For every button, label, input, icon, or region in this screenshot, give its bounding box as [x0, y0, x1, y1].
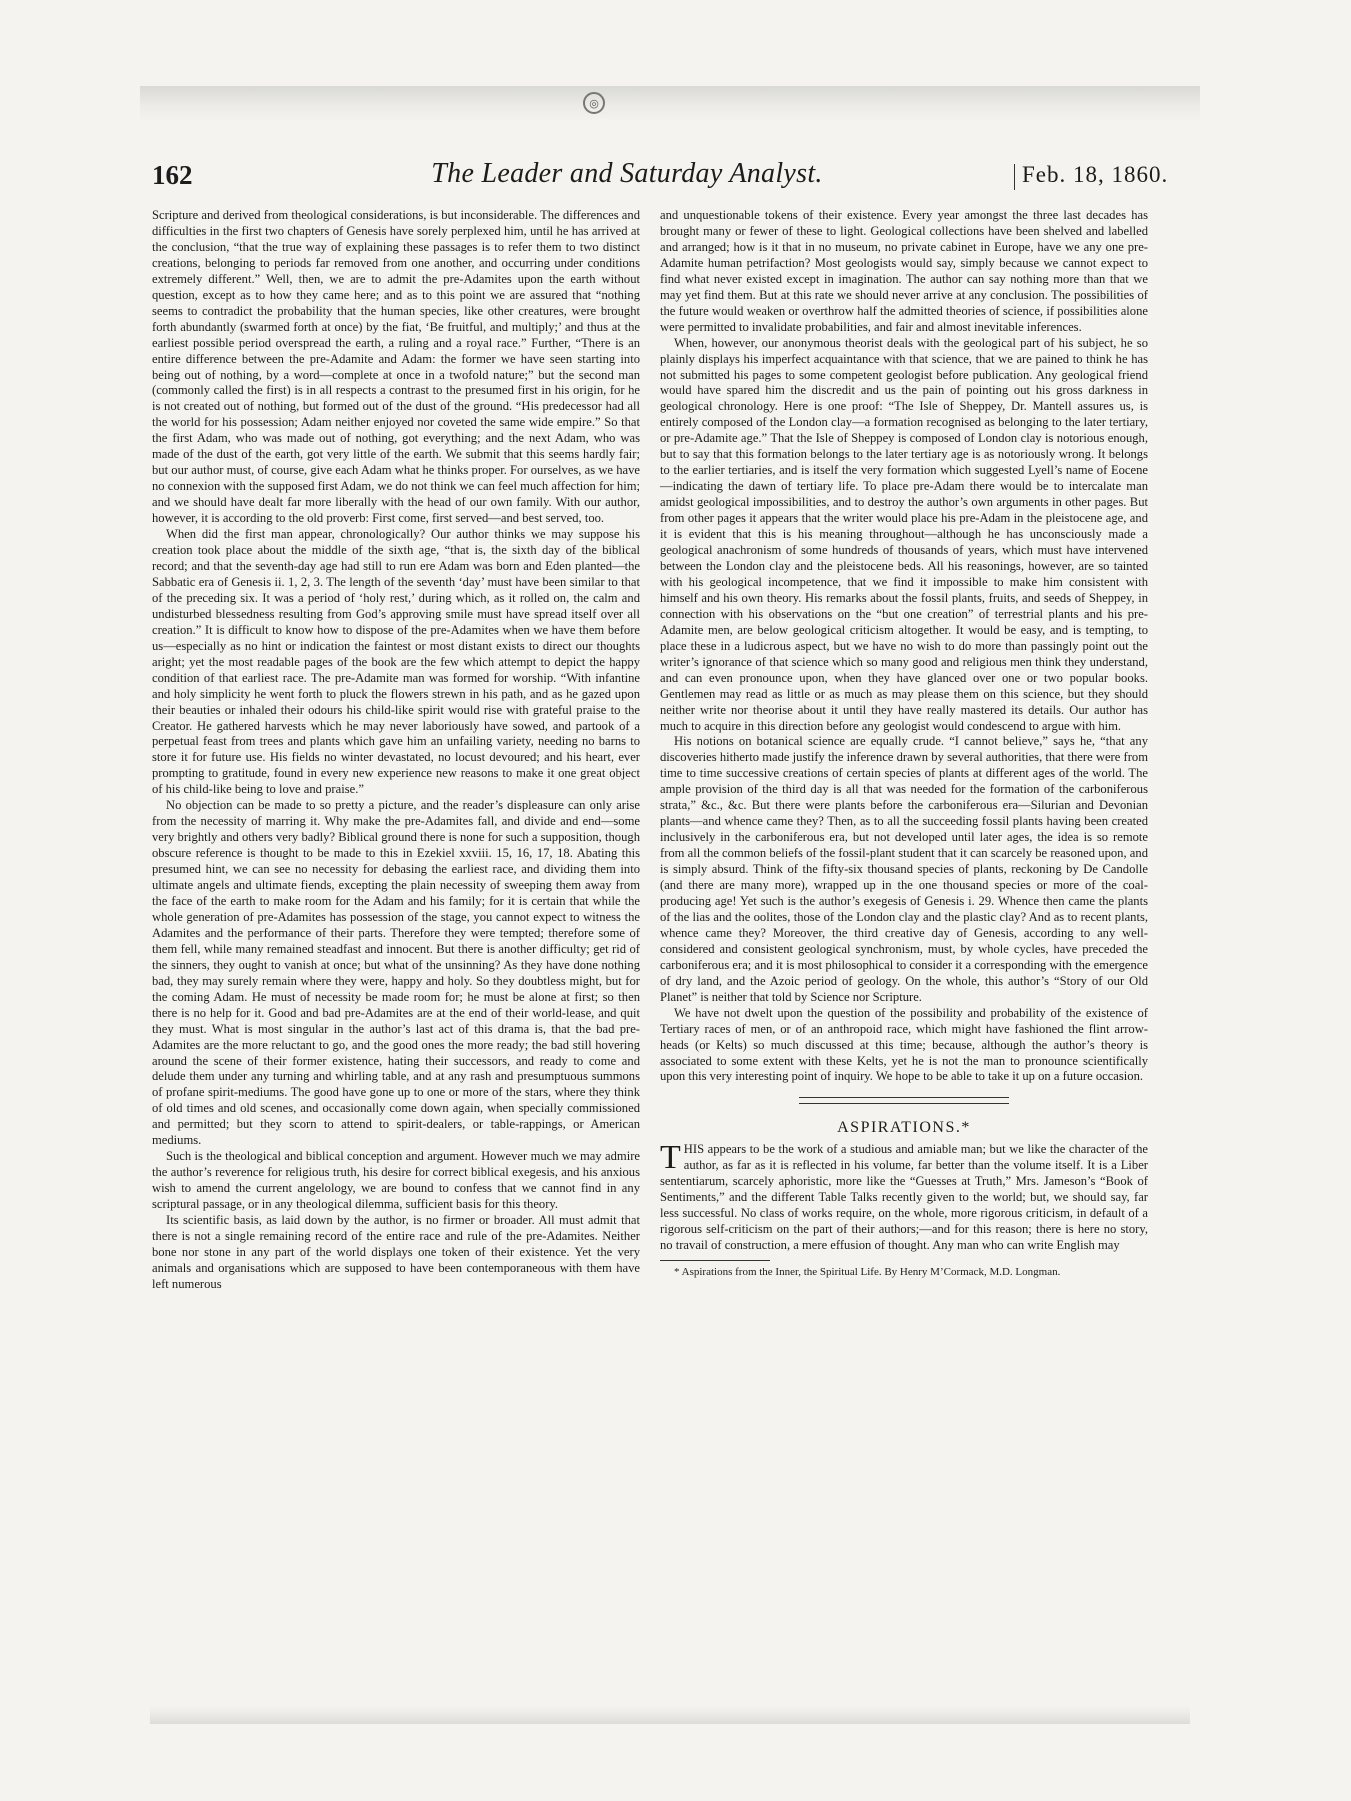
paragraph: When did the first man appear, chronologically? Our author thinks we may suppose his creation took place about the middle of the sixth age, “that is, the sixth day of the biblical record; and that the seventh-day age had still to run ere Adam was born and Eden planted—the Sabbatic era of Genesis ii. 1, 2, 3. The length of the seventh ‘day’ must have been similar to that of the preceding six. It was a period of ‘holy rest,’ during which, as it rolled on, the calm and undisturbed blessedness resulting from God’s approving smile must have spread itself over all creation.” It is difficult to know how to dispose of the pre-Adamites when we have them before us—especially as no hint or indication the faintest or most distant exists to direct our thoughts aright; yet the most readable pages of the book are the few which attempt to depict the happy condition of that earliest race. The pre-Adamite man was formed for worship. “With infantine and holy simplicity he went forth to pluck the flowers strewn in his path, and as he gazed upon their beauties or inhaled their odours his child-like spirit would rise with grateful praise to the Creator. He gathered harvests which he may never laboriously have sowed, and partook of a perpetual feast from trees and plants which gave him an unfailing variety, needing no barns to store it for future use. His fields no winter devastated, no locust devoured; and his heart, ever prompting to gratitude, found in every new experience new reasons to make it one great object of his child-like being to love and praise.” [152, 527, 640, 797]
paragraph: Its scientific basis, as laid down by the author, is no firmer or broader. All must admit that there is not a single remaining record of the entire race and rule of the pre-Adamites. Neither bone nor stone in any part of the world displays one token of their existence. Yet the very animals and organisations which are supposed to have been contemporaneous with them have left numerous [152, 1213, 640, 1291]
page-number: 162 [152, 160, 193, 190]
running-title: The Leader and Saturday Analyst. [431, 158, 823, 189]
library-stamp-icon: ◎ [583, 92, 605, 114]
footnote-divider [660, 1260, 770, 1261]
paragraph: and unquestionable tokens of their existence. Every year amongst the three last decades has brought many or fewer of these to light. Geological collections have been shelved and labelled and arranged; how is it that in no museum, no private cabinet in Europe, have we any one pre-Adamite human petrifaction? Most geologists would say, simply because we cannot expect to find what never existed except in imagination. The author can say nothing more than that we may yet find them. But at this rate we should never arrive at any conclusion. The possibilities of the future would weaken or overthrow half the admitted theories of science, if possibilities alone were permitted to invalidate probabilities, and fair and almost inevitable inferences. [660, 208, 1148, 334]
paragraph: Such is the theological and biblical conception and argument. However much we may admire the author’s reverence for religious truth, his desire for correct biblical exegesis, and his anxious wish to amend the current angelology, we are bound to confess that we cannot find in any scriptural passage, or in any theological dilemma, sufficient basis for this theory. [152, 1149, 640, 1212]
scan-shadow-bottom [150, 1706, 1190, 1724]
section-heading-aspirations: ASPIRATIONS.* [837, 1119, 971, 1137]
scan-shadow-top [140, 86, 1200, 122]
paragraph: We have not dwelt upon the question of the possibility and probability of the existence of Tertiary races of men, or of an anthropoid race, which might have fashioned the flint arrow-heads (or Kelts) so much discussed at this time; because, although the author’s theory is associated to some extent with these Kelts, yet he is not the man to pronounce scientifically upon this very interesting point of inquiry. We hope to be able to take it up on a future occasion. [660, 1005, 1148, 1084]
left-column [152, 208, 640, 1293]
paragraph: No objection can be made to so pretty a picture, and the reader’s displeasure can only arise from the necessity of marring it. Why make the pre-Adamites fall, and divide and end—some very brightly and others very badly? Biblical ground there is none for such a supposition, though obscure reference is thought to be made to this in Ezekiel xxviii. 15, 16, 17, 18. Abating this presumed hint, we can see no necessity for debasing the earliest race, and dividing them into ultimate angels and ultimate fiends, excepting the plain necessity of sweeping them away from the face of the earth to make room for the Adam and his family; for it is certain that while the whole generation of pre-Adamites has possession of the stage, you cannot expect to witness the Adamites and the performance of their parts. Therefore they were tempted; therefore some of them fell, while many remained steadfast and innocent. But there is another difficulty; get rid of the sinners, they ought to vanish at once; but what of the unsinning? As they have done nothing bad, they may surely remain where they were, happy and holy. So they doubtless might, but for the coming Adam. He must of necessity be made room for; he must be alone at first; so then there is no help for it. Good and bad pre-Adamites are at the end of their world-lease, and quit they must. What is most singular in the author’s last act of this drama is, that the bad pre-Adamites are the more reluctant to go, and the good ones the more ready; the bad still hovering around the scene of their former existence, hating their successors, and ready to come and delude them under any turning and whirling table, and at any rash and presumptuous summons of profane spirit-mediums. The good have gone up to one or more of the stars, where they think of old times and old scenes, and occasionally come down again, when specially commissioned and permitted; but they scorn to attend to spirit-dealers, or table-rappings, or American mediums. [152, 798, 640, 1148]
right-column [660, 208, 1148, 1279]
paragraph: His notions on botanical science are equally crude. “I cannot believe,” says he, “that any discoveries hitherto made justify the inference drawn by several authorities, that there were from time to time successive creations of certain species of plants at different ages of the world. The ample provision of the third day is all that was needed for the formation of the carboniferous strata,” &c., &c. But there were plants before the carboniferous era—Silurian and Devonian plants—and whence came they? Then, as to all the succeeding fossil plants having been created inclusively in the carboniferous era, but not developed until later ages, the idea is so remote from all the common beliefs of the fossil-plant student that it can scarcely be reasoned upon, and is simply absurd. Think of the fifty-six thousand species of plants, reckoning by De Candolle (and there are many more), wrapped up in the one thousand species or more of the coal-producing age! Yet such is the author’s exegesis of Genesis i. 29. Whence then came the plants of the lias and the oolites, those of the London clay and the plastic clay? And as to recent plants, whence came they? Moreover, the third creative day of Genesis, according to any well-considered and consistent geological synchronism, must, by whole cycles, have preceded the carboniferous era; and it is most philosophical to consider it a corresponding with the emergence of dry land, and the Azoic period of geology. On the whole, this author’s “Story of our Old Planet” is neither that told by Science nor Scripture. [660, 734, 1148, 1004]
review-paragraph: THIS appears to be the work of a studious and amiable man; but we like the character of the author, as far as it is reflected in his volume, far better than the volume itself. It is a Liber sententiarum, scarcely aphoristic, more like the “Guesses at Truth,” Mrs. Jameson’s “Book of Sentiments,” and the different Table Talks recently given to the world; but, we should say, far less successful. No class of works require, on the whole, more rigorous criticism, in default of a rigorous self-criticism on the part of their authors;—and for this reason; there is here no story, no travail of construction, a mere effusion of thought. Any man who can write English may [660, 1139, 1148, 1253]
issue-date: Feb. 18, 1860. [1022, 162, 1169, 187]
section-divider [799, 1097, 1009, 1104]
paragraph: When, however, our anonymous theorist deals with the geological part of his subject, he so plainly displays his imperfect acquaintance with that science, that we are pained to think he has not submitted his pages to some competent geologist before publication. Any geological friend would have spared him the discredit and us the pain of pointing out his gross darkness in geological chronology. Here is one proof: “The Isle of Sheppey, Dr. Mantell assures us, is entirely composed of the London clay—a formation recognised as belonging to the later tertiary, or pre-Adamite age.” That the Isle of Sheppey is composed of London clay is notorious enough, but to say that this formation belongs to the later tertiary age is as notoriously wrong. It belongs to the earlier tertiaries, and is itself the very formation which suggested Lyell’s name of Eocene—indicating the dawn of tertiary life. To place pre-Adam there would be to intercalate man amidst geological impossibilities, and to destroy the author’s own arguments in other pages. But from other pages it appears that the writer would place his pre-Adam in the pleistocene age, and it is evident that this is his meaning throughout—although he has unconsciously made a geological anachronism of some hundreds of thousands of years, which must have intervened between the London clay and the pleistocene beds. All his reasonings, however, are so tainted with his geological incompetence, that we find it impossible to make him consistent with himself and his own theory. His remarks about the fossil plants, fruits, and seeds of Sheppey, in connection with his observations on the “but one creation” of terrestrial plants and his pre-Adamite men, are below geological criticism altogether. It would be easy, and is tempting, to place these in a ludicrous aspect, but we have no wish to do more than passingly point out the writer’s ignorance of that science which so many good and religious men think they understand, and can even pronounce upon, when they have glanced over one or two popular books. Gentlemen may read as little or as much as may please them on this science, but they should neither write nor theorise about it until they have really mastered its details. Our author has much to acquire in this direction before any geologist would condescend to argue with him. [660, 335, 1148, 733]
paragraph: Scripture and derived from theological considerations, is but inconsiderable. The differences and difficulties in the first two chapters of Genesis have sorely perplexed him, until he has arrived at the conclusion, “that the true way of explaining these passages is to refer them to two distinct creations, belonging to periods far removed from one another, and occurring under conditions extremely different.” Well, then, we are to admit the pre-Adamites upon the earth without question, except as to how they came here; and as to this point we are assured that “nothing seems to contradict the probability that the human species, like other creatures, were brought forth abundantly (swarmed forth at once) by the fiat, ‘Be fruitful, and multiply;’ and thus at the earliest possible period overspread the earth, a ruling and a royal race.” Further, “There is an entire difference between the pre-Adamite and Adam: the former we have seen starting into being out of nothing, by a word—complete at once in a twofold nature;” but the second man (commonly called the first) is in all respects a contrast to the presumed first in his origin, for he is not created out of nothing, but formed out of the dust of the ground. “His predecessor had all the world for his possession; Adam neither enjoyed nor coveted the same wide empire.” So that the first Adam, who was made out of nothing, got everything; and the next Adam, who was made of the dust of the earth, got very little of the earth. We submit that this seems hardly fair; but our author must, of course, give each Adam what he thinks proper. For ourselves, as we have no connexion with the supposed first Adam, we do not think we can feel much affection for him; and we should have dealt far more liberally with the head of our own family. With our author, however, it is according to the old proverb: First come, first served—and best served, too. [152, 208, 640, 526]
page-header [152, 154, 1212, 196]
footnote: * Aspirations from the Inner, the Spiritual Life. By Henry M’Cormack, M.D. Longman. [674, 1266, 1061, 1279]
